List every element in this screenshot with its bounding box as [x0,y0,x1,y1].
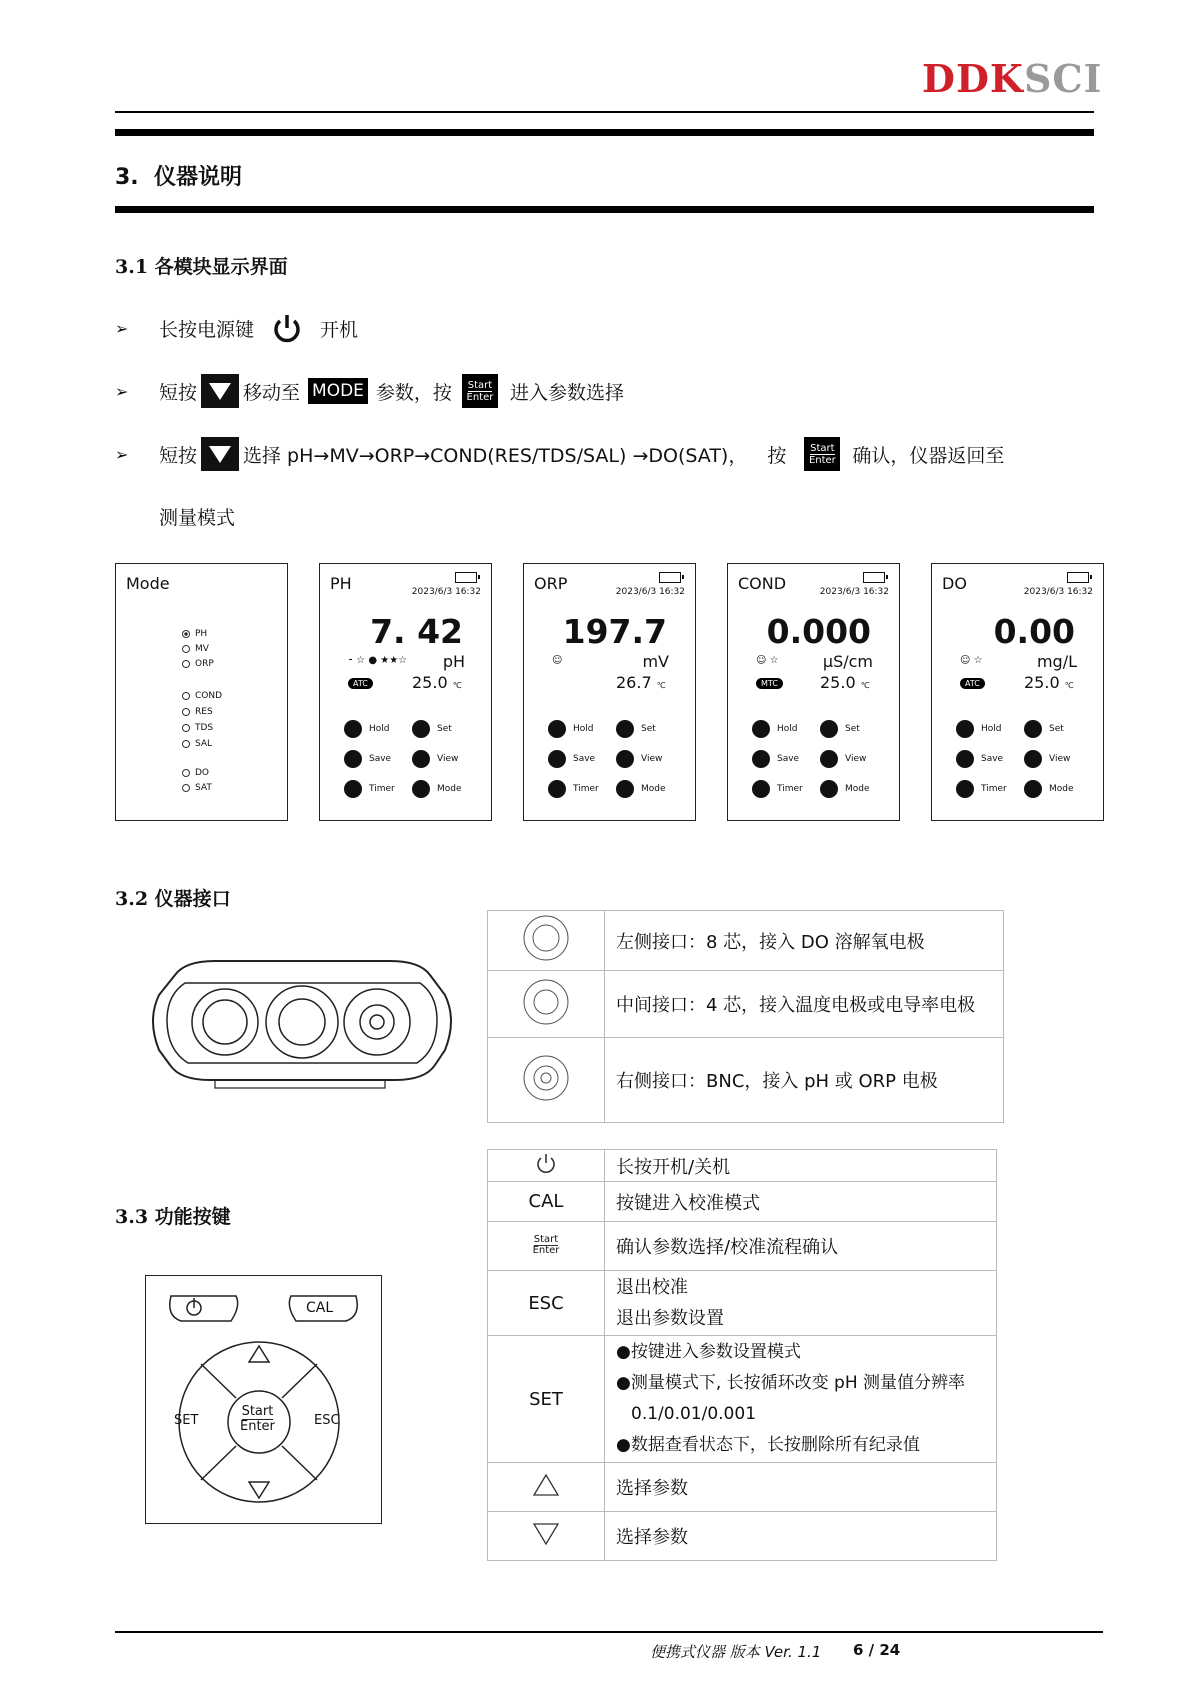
view-button: View [820,750,866,768]
footer-rule [115,1631,1103,1633]
radio-option: ORP [182,659,214,669]
power-icon [535,1152,557,1174]
key-description: 确认参数选择/校准流程确认 [605,1222,997,1271]
screen-title: ORP [534,574,568,593]
bullet-power: ➢ 长按电源键 开机 [115,312,358,344]
screen-date: 2023/6/3 16:32 [615,587,685,597]
key-description: ●按键进入参数设置模式 ●测量模式下, 长按循环改变 pH 测量值分辨率 0.1/0.01/0.001 ●数据查看状态下，长按删除所有纪录值 [605,1336,997,1463]
port-description: 左侧接口：8 芯，接入 DO 溶解氧电极 [605,911,1004,971]
section-heading: 3. 仪器说明 [115,165,243,190]
radio-option: MV [182,644,209,654]
status-icons: ☺ [552,655,563,666]
temp-mode-badge: ATC [348,678,373,689]
key-description: 选择参数 [605,1463,997,1512]
mode-screen [115,563,288,821]
bullet-continuation: 测量模式 [159,507,236,529]
function-key-table [487,1149,997,1561]
din8-port-icon [521,913,571,963]
hold-button: Hold [344,720,390,738]
screen-date: 2023/6/3 16:32 [411,587,481,597]
radio-option: SAL [182,739,212,749]
port-icon-cell [488,971,605,1038]
down-triangle-icon [532,1522,560,1546]
key-description: 长按开机/关机 [605,1150,997,1182]
down-key-icon [201,437,239,471]
hold-button: Hold [548,720,594,738]
set-button: Set [820,720,860,738]
key-label: CAL [488,1182,605,1222]
reading-value: 0.00 [993,612,1075,651]
set-button: Set [412,720,452,738]
screen-date: 2023/6/3 16:32 [819,587,889,597]
page-number: 6 / 24 [853,1641,901,1659]
footer-text: 便携式仪器 版本 Ver. 1.1 [650,1643,822,1661]
key-icon-cell [488,1150,605,1182]
arrow-bullet-icon: ➢ [115,444,129,464]
mode-button: Mode [616,780,666,798]
down-key-icon [201,374,239,408]
timer-button: Timer [344,780,395,798]
reading-unit: μS/cm [822,652,873,671]
screen-title: COND [738,574,787,593]
ddksci-logo: DDKSCI [922,56,1103,101]
screen-title: PH [330,574,352,593]
timer-button: Timer [548,780,599,798]
mode-button: Mode [1024,780,1074,798]
save-button: Save [956,750,1003,768]
screen-date: 2023/6/3 16:32 [1023,587,1093,597]
mode-button: Mode [412,780,462,798]
battery-icon [1067,572,1089,583]
view-button: View [616,750,662,768]
port-icon-cell [488,1038,605,1123]
reading-value: 197.7 [562,612,667,651]
save-button: Save [344,750,391,768]
key-icon-cell [488,1512,605,1561]
bnc-port-icon [521,1053,571,1103]
key-icon-cell [488,1463,605,1512]
port-icon-cell [488,911,605,971]
key-description: 选择参数 [605,1512,997,1561]
temp-mode-badge: MTC [756,678,783,689]
status-icons: ⁃ ☆ ● ★★☆ [348,655,408,666]
set-button: Set [1024,720,1064,738]
orp-screen [523,563,696,821]
save-button: Save [752,750,799,768]
screen-title: DO [942,574,967,593]
port-description: 中间接口：4 芯，接入温度电极或电导率电极 [605,971,1004,1038]
timer-button: Timer [956,780,1007,798]
mode-label-icon: MODE [308,378,368,404]
radio-option: TDS [182,723,213,733]
mode-button: Mode [820,780,870,798]
key-label: SET [488,1336,605,1463]
start-enter-key-icon: Start Enter [804,437,840,471]
subsection-3-2-title: 3.2 仪器接口 [115,888,231,910]
start-enter-key-icon: Start Enter [462,374,498,408]
radio-option: RES [182,707,213,717]
hold-button: Hold [956,720,1002,738]
bullet-select-param: ➢ 短按 选择 pH→MV→ORP→COND(RES/TDS/SAL) →DO(SAT)， 按 Start Enter 确认，仪器返回至 [115,437,1004,471]
cal-key-label: CAL [306,1300,334,1316]
instrument-connector-drawing [145,955,460,1090]
header-rule [115,111,1094,113]
reading-value: 7. 42 [370,612,463,651]
arrow-bullet-icon: ➢ [115,381,129,401]
battery-icon [863,572,885,583]
cond-screen [727,563,900,821]
status-icons: ☺ ☆ [756,655,779,666]
subsection-3-3-title: 3.3 功能按键 [115,1206,231,1228]
key-description: 按键进入校准模式 [605,1182,997,1222]
set-key-label: SET [174,1413,199,1428]
temp-mode-badge: ATC [960,678,985,689]
temperature: 25.0 ℃ [820,673,870,692]
keypad-outline [146,1276,381,1523]
status-icons: ☺ ☆ [960,655,983,666]
port-description: 右侧接口：BNC，接入 pH 或 ORP 电极 [605,1038,1004,1123]
temperature: 25.0 ℃ [1024,673,1074,692]
key-icon-cell [488,1222,605,1271]
ph-screen [319,563,492,821]
radio-option: DO [182,768,209,778]
temperature: 26.7 ℃ [616,673,666,692]
up-triangle-icon [532,1473,560,1497]
view-button: View [412,750,458,768]
key-description: 退出校准 退出参数设置 [605,1271,997,1336]
set-button: Set [616,720,656,738]
radio-option: COND [182,691,222,701]
start-enter-key-icon: Start Enter [532,1234,560,1256]
port-table [487,910,1004,1123]
view-button: View [1024,750,1070,768]
hold-button: Hold [752,720,798,738]
power-icon [258,312,316,344]
timer-button: Timer [752,780,803,798]
keypad-diagram [145,1275,382,1524]
reading-unit: pH [442,652,465,671]
save-button: Save [548,750,595,768]
battery-icon [659,572,681,583]
bullet-move-to-mode: ➢ 短按 移动至 MODE 参数，按 Start Enter 进入参数选择 [115,374,624,408]
radio-option: SAT [182,783,212,793]
reading-value: 0.000 [766,612,871,651]
din4-port-icon [521,977,571,1027]
temperature: 25.0 ℃ [412,673,462,692]
key-label: ESC [488,1271,605,1336]
battery-icon [455,572,477,583]
screen-title: Mode [126,574,170,593]
arrow-bullet-icon: ➢ [115,318,129,338]
radio-option: PH [182,629,207,639]
reading-unit: mg/L [1036,652,1077,671]
start-enter-key-label: Start Enter [240,1404,275,1434]
section-rule-top [115,129,1094,136]
section-rule-bottom [115,206,1094,213]
esc-key-label: ESC [314,1413,340,1428]
reading-unit: mV [642,652,669,671]
do-screen [931,563,1104,821]
subsection-3-1-title: 3.1 各模块显示界面 [115,256,288,278]
